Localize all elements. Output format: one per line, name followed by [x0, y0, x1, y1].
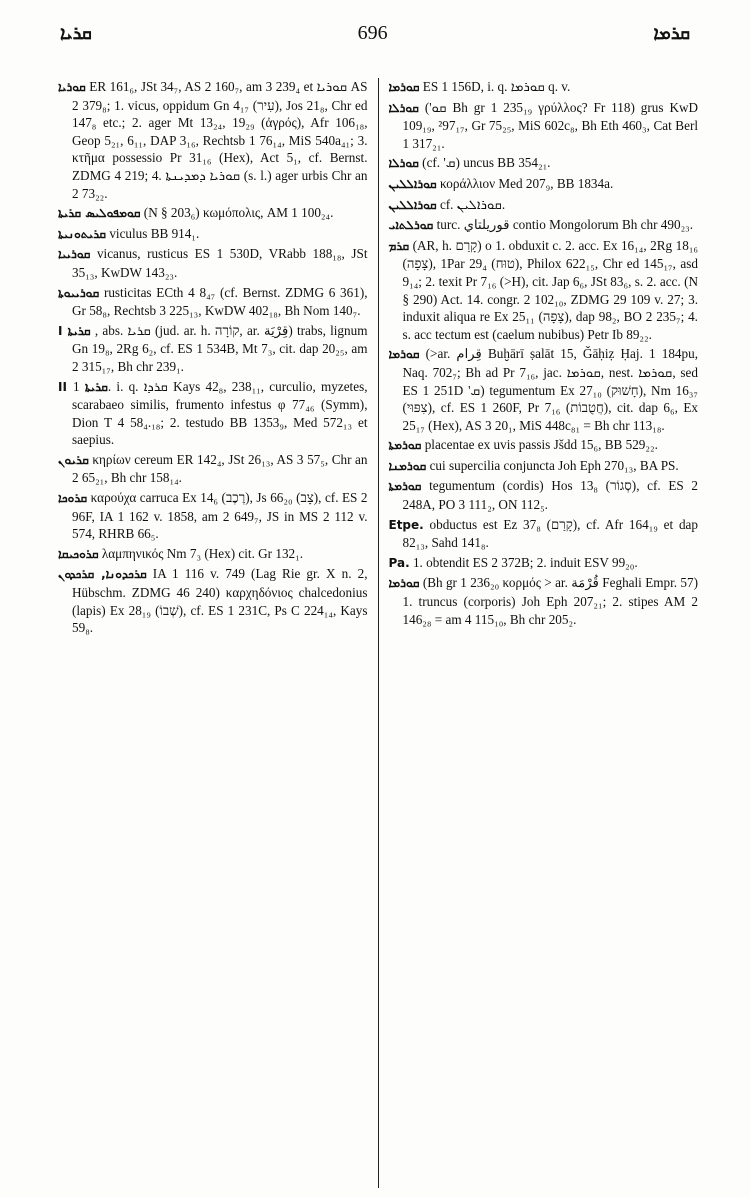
entry-text: 1. obtendit ES 2 372B; 2. induit ESV 99₂₀.	[412, 554, 638, 570]
entry-lemma: ܩܪܝܬܘܢܝܬܐ	[58, 226, 107, 241]
entry-lemma: Etpe.	[388, 517, 424, 532]
dictionary-entry	[58, 451, 368, 487]
dictionary-entry	[389, 78, 699, 97]
entry-text: λαμπηνικός Nm 7₃ (Hex) cit. Gr 132₁.	[101, 545, 304, 561]
entry-lemma: ܩܘܪܡܬܐ	[388, 479, 422, 494]
entry-text: vicanus, rusticus ES 1 530D, VRabb 188₁₈, JSt 35₁₃, KwDW 143₂₃.	[72, 246, 368, 280]
entry-lemma: ܩܘܪܠܐ	[388, 156, 419, 171]
entry-text: tegumentum (cordis) Hos 13₈ (סְגוֹר), cf. ES 2 248A, PO 3 111₂, ON 112₅.	[402, 478, 698, 513]
dictionary-entry	[389, 345, 699, 434]
dictionary-entry	[389, 436, 699, 455]
entry-lemma: ܩܘܪܡܐ	[388, 80, 420, 94]
left-running-headword: ܩܪܝܐ	[60, 22, 92, 44]
dictionary-entry	[58, 204, 368, 223]
dictionary-entry	[389, 154, 699, 173]
entry-text: cui supercilia conjuncta Joh Eph 270₁₃, BA PS.	[429, 457, 679, 473]
entry-lemma: ܩܪܡ	[388, 238, 410, 253]
entry-lemma: II ܩܪܝܬܐ	[58, 379, 108, 394]
entry-text: (>ar. قِرام Buḫārī ṣalāt 15, Ǧāḥiẓ Ḥaj. 1 184pu, Naq. 702₇; Bh ad Pr 7₁₆, jac. ܩܘܪܡܐ, nest. ܩܘܪܡܐ, sed ES 1 251D 'ܩ) tegumentum Ex 27₁₀ (חָשׁוּק), Nm 16₃₇ (צִפּוּי), cf. ES 1 260F, Pr 7₁₆ (חֲטֻבוֹת), cit. dap 6₆, Ex 25₁₇ (Hex), AS 3 20₁, MiS 448c₈₁ = Bh chr 113₁₈.	[402, 346, 698, 433]
entry-lemma: I ܩܪܝܬܐ	[58, 323, 91, 338]
entry-lemma: ܩܘܪܡܬܐ	[388, 438, 422, 453]
entry-text: obductus est Ez 37₈ (קָרַם), cf. Afr 164₁₉ et dap 82₁₃, Sahd 141₈.	[402, 516, 698, 551]
page-header	[60, 18, 690, 48]
dictionary-entry	[58, 78, 368, 202]
entry-text: turc. قوريلتاي contio Mongolorum Bh chr 490₂₃.	[436, 217, 694, 233]
entry-lemma: Pa.	[388, 555, 410, 570]
entry-text: (Bh gr 1 236₂₀ κορμός > ar. قُرْمَة Feghali Empr. 57) 1. truncus (corporis) Joh Eph 207₂₁; 2. stipes AM 2 146₂₈ = am 4 115₁₀, Bh chr 205₂.	[402, 575, 698, 627]
entry-text: καρούχα carruca Ex 14₆ (רֶכֶב), Js 66₂₀ (צָב), cf. ES 2 96F, IA 1 162 v. 1858, am 2 649₇, JS in MS 2 112 v. 574, RHRB 66₅.	[72, 490, 368, 542]
entry-text: κοράλλιον Med 207₉, BB 1834a.	[439, 175, 614, 191]
entry-lemma: ܩܘܪܡܢܐ	[388, 458, 427, 473]
entry-text: , abs. ܩܪܝܐ (jud. ar. h. קוֹרָה, ar. قِرْيَة) trabs, lignum Gn 19₈, 2Rg 6₂, cf. ES 1 534B, Mt 7₃, cit. dap 20₂₅, am 2 315₁₇, Bh chr 239₁.	[72, 322, 368, 374]
entry-text: rusticitas ECth 4 8₄₇ (cf. Bernst. ZDMG 6 361), Gr 58₈, Rechtsb 3 225₁₃, KwDW 402₁₈, Bh Nom 140₇.	[72, 284, 368, 319]
right-column	[378, 78, 699, 1188]
entry-lemma: ܩܘܡܦܘܠܝܣ ܩܪܝܬܐ	[58, 206, 141, 221]
right-running-headword: ܩܪܡܐ	[653, 22, 690, 44]
entry-lemma: ܩܪܘܟܐ	[58, 491, 88, 506]
entry-lemma: ܩܪܘܟܝܩܐ	[58, 546, 99, 561]
entry-lemma: ܩܘܪܐܠܠܝܢ	[388, 176, 437, 191]
dictionary-entry	[58, 378, 368, 449]
entry-text: ('ܩܘ Bh gr 1 235₁₉ γρύλλος? Fr 118) grus KwD 109₁₉, ²97₁₇, Gr 75₂₅, MiS 602c₈, Bh Eth 460₃, Cat Berl 1 317₂₁.	[402, 99, 698, 151]
entry-text: (cf. 'ܩ) uncus BB 354₂₁.	[422, 155, 551, 171]
entry-lemma: ܩܘܪܝܝܘܬܐ	[58, 285, 100, 300]
entry-text: (N § 203₆) κωμόπολις, AM 1 100₂₄.	[143, 205, 334, 221]
entry-text: IA 1 116 v. 749 (Lag Rie gr. X n. 2, Hübschm. ZDMG 46 240) καρχηδόνιος chalcedonius (lapis) Ex 28₁₉ (שְׁבוֹ), cf. ES 1 231C, Ps C 224₁₄, Kays 59₈.	[72, 566, 368, 636]
dictionary-entry	[58, 489, 368, 543]
two-column-body	[58, 78, 698, 1188]
dictionary-entry	[389, 216, 699, 235]
entry-text: (AR, h. קָרַם) o 1. obduxit c. 2. acc. Ex 16₁₄, 2Rg 18₁₆ (צָפָה), 1Par 29₄ (טוּח), Philox 622₁₅, Chr ed 145₁₇, asd 9₁₄; 2. texit Pr 7₁₆ (>H), cit. Jap 6₆, JSt 83₆, s. 2. acc. (N § 290) Act. 14. congr. 2 102₁₀, ZDMG 29 109 v. 27; 3. induxit aliqua re Ex 25₁₁ (צָפָה), dap 98₂, BO 2 235₇; 4. s. acc tectum est (caelum nubibus) Petr Ib 89₂₂.	[402, 237, 698, 342]
dictionary-entry	[58, 284, 368, 320]
entry-text: cf. ܩܘܪܐܠܝܢ.	[439, 196, 506, 212]
dictionary-entry	[389, 175, 699, 194]
entry-lemma: ܩܘܪܠܬܐܝ	[388, 218, 434, 233]
entry-lemma: ܩܘܪܝܐ	[58, 80, 86, 94]
dictionary-entry	[58, 225, 368, 244]
entry-text: κηρίων cereum ER 142₄, JSt 26₁₃, AS 3 57₅, Chr an 2 65₂₁, Bh chr 158₁₄.	[72, 451, 368, 486]
entry-text: ER 161₆, JSt 34₇, AS 2 160₇, am 3 239₄ et ܩܘܪܝܐ AS 2 379₈; 1. vicus, oppidum Gn 4₁₇ (עִיר), Jos 21₈, Chr ed 147₈ etc.; 2. ager Mt 13₂₄, 19₂₉ (ἀγρός), Afr 106₁₈, Geop 5₂₁, 6₁₁, DAP 3₁₆, Rechtsb 1 76₁₄, MiS 540a₄₁; 3. κτῆμα possessio Pr 31₁₆ (Hex), Act 5₁, cf. Bernst. ZDMG 4 219; 4. ܩܘܪܝܐ ܕܡܕܝܢܬܐ (s. l.) ager urbis Chr an 2 73₂₂.	[72, 79, 368, 201]
entry-text: placentae ex uvis passis Jšdd 15₆, BB 529₂₂.	[424, 437, 658, 453]
entry-lemma: ܩܘܪܠܐ	[388, 100, 419, 115]
entry-text: ES 1 156D, i. q. ܩܘܪܡܐ q. v.	[422, 79, 571, 94]
dictionary-entry	[389, 574, 699, 628]
entry-lemma: ܩܪܝܘܢ	[58, 452, 89, 467]
dictionary-entry	[389, 516, 699, 552]
dictionary-entry	[58, 322, 368, 376]
dictionary-entry	[389, 237, 699, 344]
page-number: 696	[357, 21, 388, 44]
entry-lemma: ܩܘܪܡܐ	[388, 576, 420, 591]
dictionary-entry	[58, 245, 368, 281]
entry-text: 1. i. q. ܩܪܕܐ Kays 42₈, 238₁₁, curculio, myzetes, scarabaeo similis, frumento infestus φ 77₄₆ (Symm), Dion T 4 58₄.₁₈; 2. testudo BB 1353₉, Med 572₁₃ et saepius.	[72, 378, 368, 448]
dictionary-entry	[389, 457, 699, 476]
dictionary-entry	[389, 99, 699, 153]
entry-lemma: ܩܘܪܡܐ	[388, 347, 420, 362]
dictionary-entry	[389, 554, 699, 573]
dictionary-entry	[389, 477, 699, 513]
entry-text: viculus BB 914₁.	[109, 225, 200, 241]
left-column	[58, 78, 378, 1188]
dictionary-entry	[58, 565, 368, 636]
entry-lemma: ܩܘܪܐܠܠܝܢ	[388, 197, 437, 212]
entry-lemma: ܩܘܪܝܝܐ	[58, 247, 91, 262]
dictionary-entry	[389, 196, 699, 215]
dictionary-entry	[58, 545, 368, 564]
entry-lemma: ܩܪܟܕܘܢܐ, ܩܪܟܕܘܢ	[58, 567, 147, 582]
